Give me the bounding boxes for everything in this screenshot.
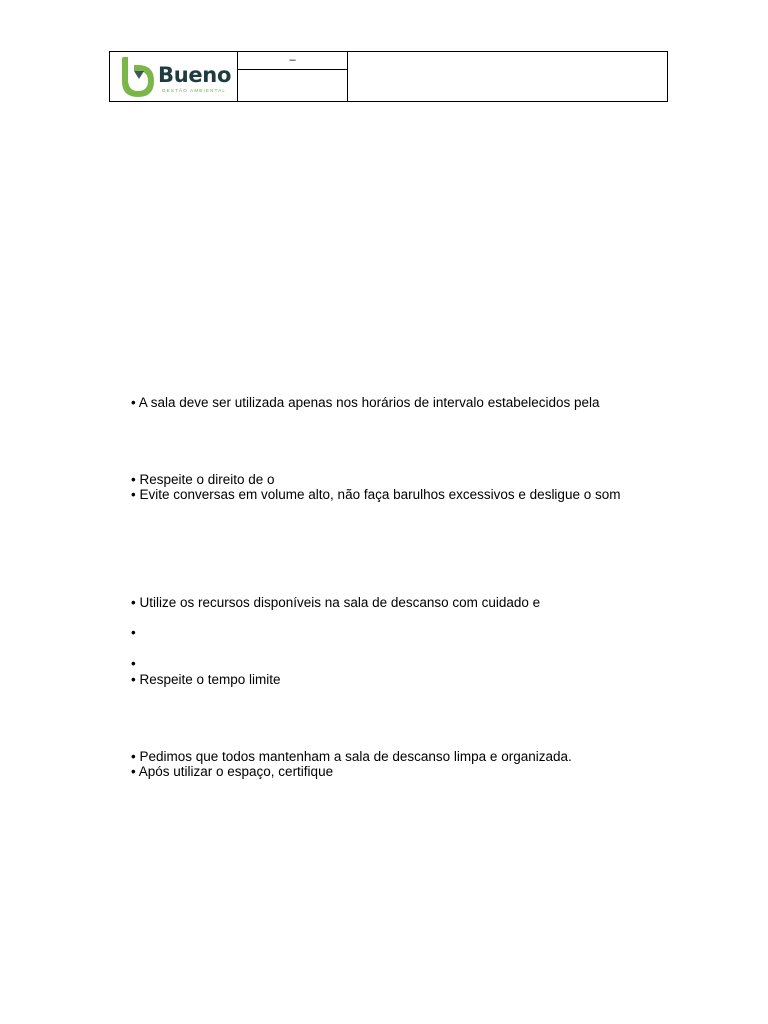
bueno-logo-icon <box>120 57 154 97</box>
header-table <box>109 51 668 102</box>
rule-line-intervalo: • A sala deve ser utilizada apenas nos horários de intervalo estabelecidos pela <box>131 395 600 410</box>
rule-line-tempo: • Respeite o tempo limite <box>131 672 281 687</box>
rule-line-certifique: • Após utilizar o espaço, certifique <box>131 764 334 779</box>
rule-line-recursos: • Utilize os recursos disponíveis na sala de descanso com cuidado e <box>131 595 541 610</box>
rule-line-conversas: • Evite conversas em volume alto, não faça barulhos excessivos e desligue o som <box>131 487 621 502</box>
logo-tagline: GESTÃO AMBIENTAL <box>162 88 227 93</box>
header-mid-bottom <box>238 70 347 101</box>
logo-cell <box>110 52 238 101</box>
header-mid-cell <box>238 52 348 101</box>
rule-line-bullet-empty-1: • <box>131 625 136 640</box>
rule-line-direito: • Respeite o direito de o <box>131 472 275 487</box>
rule-line-bullet-empty-2: • <box>131 656 136 671</box>
logo-brand-text: Bueno <box>158 63 232 87</box>
rule-line-limpa: • Pedimos que todos mantenham a sala de descanso limpa e organizada. <box>131 749 572 764</box>
header-mid-top: – <box>238 52 347 70</box>
header-right-cell <box>348 52 667 101</box>
